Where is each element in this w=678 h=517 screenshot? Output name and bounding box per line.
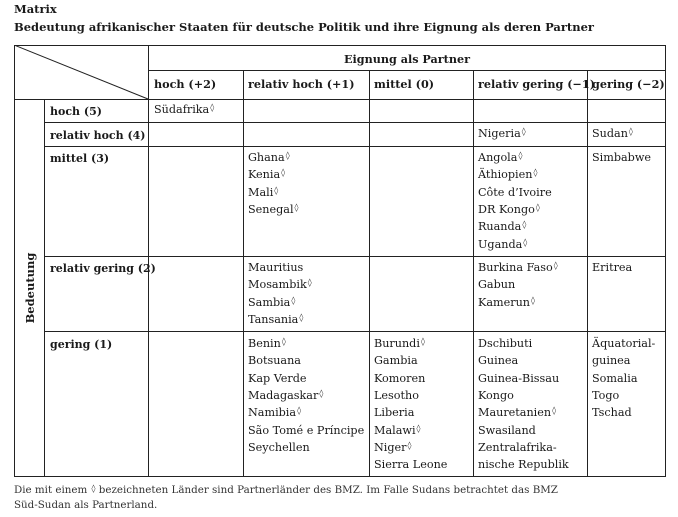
country-entry bbox=[248, 166, 285, 183]
table-label: Matrix bbox=[14, 2, 57, 16]
partner-marker-icon: ◊ bbox=[210, 103, 215, 112]
country-name: Eritrea bbox=[592, 261, 633, 274]
row-header-mittel: mittel (3) bbox=[50, 152, 110, 165]
col-header-relativ-gering: relativ gering (−1) bbox=[478, 77, 596, 91]
country-name: Burkina Faso bbox=[478, 261, 553, 274]
grid-line-col2 bbox=[243, 70, 244, 477]
col-header-gering: gering (−2) bbox=[592, 77, 665, 91]
country-name: Benin bbox=[248, 337, 281, 350]
country-entry bbox=[374, 335, 425, 352]
country-entry bbox=[592, 387, 619, 404]
country-entry bbox=[478, 125, 526, 142]
country-entry bbox=[592, 370, 638, 387]
corner-diagonal bbox=[14, 45, 149, 100]
country-entry bbox=[374, 422, 420, 439]
partner-marker-icon: ◊ bbox=[281, 337, 286, 346]
country-name: Kenia bbox=[248, 168, 281, 182]
country-entry bbox=[248, 294, 295, 311]
country-name: Côte d’Ivoire bbox=[478, 185, 552, 199]
country-entry bbox=[592, 352, 630, 369]
country-name: Zentralafrika- bbox=[478, 440, 557, 454]
row-group-header-text: Bedeutung bbox=[23, 252, 37, 324]
country-entry bbox=[374, 404, 414, 421]
country-entry bbox=[374, 352, 418, 369]
footnote-text-a: Die mit einem bbox=[14, 484, 88, 496]
partner-marker-icon: ◊ bbox=[91, 484, 96, 493]
partner-marker-icon: ◊ bbox=[281, 168, 286, 178]
country-name: Ghana bbox=[248, 151, 285, 164]
country-entry bbox=[478, 456, 569, 473]
partner-marker-icon: ◊ bbox=[294, 202, 299, 212]
country-name: Kap Verde bbox=[248, 371, 307, 385]
partner-marker-icon: ◊ bbox=[553, 261, 558, 270]
footnote-text-line2: Süd-Sudan als Partnerland. bbox=[14, 499, 158, 511]
country-entry bbox=[478, 184, 552, 201]
country-entry bbox=[248, 387, 323, 404]
grid-line-col4 bbox=[473, 70, 474, 477]
country-entry bbox=[478, 201, 540, 218]
country-name: Niger bbox=[374, 440, 407, 454]
partner-marker-icon: ◊ bbox=[552, 406, 557, 416]
country-name: Gambia bbox=[374, 354, 418, 368]
country-name: Burundi bbox=[374, 337, 420, 350]
column-group-header: Eignung als Partner bbox=[344, 52, 470, 66]
grid-line-header bbox=[148, 70, 666, 71]
country-entry bbox=[374, 387, 419, 404]
country-entry bbox=[478, 422, 536, 439]
partner-marker-icon: ◊ bbox=[535, 202, 540, 212]
country-entry bbox=[478, 439, 557, 456]
country-name: Kongo bbox=[478, 388, 514, 402]
country-name: Guinea bbox=[478, 354, 519, 368]
footnote bbox=[14, 483, 664, 513]
partner-marker-icon: ◊ bbox=[518, 151, 523, 160]
partner-marker-icon: ◊ bbox=[285, 151, 290, 160]
country-name: DR Kongo bbox=[478, 202, 535, 216]
grid-line-col5 bbox=[587, 70, 588, 477]
country-name: Swasiland bbox=[478, 423, 536, 437]
country-name: guinea bbox=[592, 354, 631, 368]
partner-marker-icon: ◊ bbox=[523, 237, 528, 247]
country-entry bbox=[478, 370, 559, 387]
partner-marker-icon: ◊ bbox=[307, 278, 312, 288]
country-entry bbox=[248, 276, 312, 293]
country-entry bbox=[248, 439, 310, 456]
country-name: Malawi bbox=[374, 423, 416, 437]
table-title: Bedeutung afrikanischer Staaten für deutsche Politik und ihre Eignung als deren Partner bbox=[14, 20, 594, 34]
country-entry bbox=[248, 335, 286, 352]
country-name: Dschibuti bbox=[478, 337, 533, 350]
country-entry bbox=[478, 149, 522, 166]
country-entry bbox=[592, 335, 655, 352]
country-entry bbox=[592, 125, 633, 142]
country-entry bbox=[592, 259, 632, 276]
partner-marker-icon: ◊ bbox=[521, 127, 526, 136]
country-name: Sambia bbox=[248, 295, 291, 309]
country-entry bbox=[592, 149, 651, 166]
country-entry bbox=[478, 236, 527, 253]
country-name: Mauretanien bbox=[478, 406, 552, 420]
country-name: Guinea-Bissau bbox=[478, 371, 560, 385]
partner-marker-icon: ◊ bbox=[274, 185, 279, 195]
country-entry bbox=[374, 456, 447, 473]
country-name: Äthiopien bbox=[478, 168, 533, 182]
partner-marker-icon: ◊ bbox=[522, 220, 527, 230]
country-name: Sudan bbox=[592, 127, 628, 140]
country-entry bbox=[478, 218, 526, 235]
country-entry bbox=[478, 294, 535, 311]
country-entry bbox=[374, 370, 425, 387]
row-group-header bbox=[16, 100, 44, 476]
country-name: Nigeria bbox=[478, 127, 521, 140]
row-header-relativ-hoch: relativ hoch (4) bbox=[50, 129, 146, 142]
country-name: Mauritius bbox=[248, 261, 304, 274]
partner-marker-icon: ◊ bbox=[531, 295, 535, 305]
partner-marker-icon: ◊ bbox=[628, 127, 633, 136]
country-entry bbox=[248, 259, 303, 276]
country-entry bbox=[248, 352, 301, 369]
country-name: Äquatorial- bbox=[592, 337, 656, 350]
country-name: Tansania bbox=[248, 312, 299, 326]
country-entry bbox=[248, 149, 290, 166]
country-entry bbox=[478, 352, 518, 369]
country-name: Mali bbox=[248, 185, 274, 199]
country-entry bbox=[478, 166, 537, 183]
country-entry bbox=[248, 184, 278, 201]
country-name: Seychellen bbox=[248, 440, 310, 454]
grid-line-row3 bbox=[44, 256, 666, 257]
partner-marker-icon: ◊ bbox=[319, 388, 324, 398]
col-header-relativ-hoch: relativ hoch (+1) bbox=[248, 77, 355, 91]
country-name: nische Republik bbox=[478, 458, 569, 472]
partner-marker-icon: ◊ bbox=[416, 423, 421, 433]
country-entry bbox=[248, 404, 301, 421]
partner-marker-icon: ◊ bbox=[533, 168, 538, 178]
grid-line-row4 bbox=[44, 331, 666, 332]
country-entry bbox=[478, 259, 558, 276]
grid-line-side bbox=[44, 99, 45, 477]
country-name: Senegal bbox=[248, 202, 294, 216]
country-name: Angola bbox=[478, 151, 518, 164]
country-name: Komoren bbox=[374, 371, 426, 385]
footnote-text-b: bezeichneten Länder sind Partnerländer des BMZ. Im Falle Sudans betrachtet das BMZ bbox=[98, 484, 558, 496]
partner-marker-icon: ◊ bbox=[291, 295, 296, 305]
partner-marker-icon: ◊ bbox=[299, 312, 304, 322]
country-name: Südafrika bbox=[154, 103, 210, 116]
country-name: Ruanda bbox=[478, 220, 522, 234]
col-header-hoch: hoch (+2) bbox=[154, 77, 217, 91]
country-name: Simbabwe bbox=[592, 151, 652, 164]
country-name: Namibia bbox=[248, 406, 297, 420]
country-name: Liberia bbox=[374, 406, 415, 420]
row-header-relativ-gering: relativ gering (2) bbox=[50, 262, 156, 275]
country-name: Madagaskar bbox=[248, 388, 319, 402]
country-entry bbox=[592, 404, 632, 421]
partner-marker-icon: ◊ bbox=[407, 440, 412, 450]
country-entry bbox=[248, 201, 298, 218]
row-header-gering: gering (1) bbox=[50, 338, 113, 351]
country-entry bbox=[478, 276, 515, 293]
country-name: Sierra Leone bbox=[374, 458, 448, 472]
country-name: Gabun bbox=[478, 278, 516, 292]
country-name: Tschad bbox=[592, 406, 632, 420]
country-name: Kamerun bbox=[478, 295, 531, 309]
partner-marker-icon: ◊ bbox=[420, 337, 425, 346]
country-name: Lesotho bbox=[374, 388, 419, 402]
country-entry bbox=[154, 101, 214, 118]
grid-line-col3 bbox=[369, 70, 370, 477]
country-entry bbox=[478, 335, 532, 352]
partner-marker-icon: ◊ bbox=[297, 406, 302, 416]
country-name: São Tomé e Príncipe bbox=[248, 423, 365, 437]
country-entry bbox=[248, 370, 307, 387]
row-header-hoch: hoch (5) bbox=[50, 105, 102, 118]
country-entry bbox=[478, 404, 556, 421]
grid-line-row1 bbox=[44, 122, 666, 123]
grid-line-row2 bbox=[44, 146, 666, 147]
country-entry bbox=[248, 422, 364, 439]
country-name: Mosambik bbox=[248, 278, 307, 292]
country-entry bbox=[248, 311, 303, 328]
country-entry bbox=[478, 387, 514, 404]
country-name: Uganda bbox=[478, 237, 523, 251]
country-name: Togo bbox=[592, 388, 620, 402]
country-entry bbox=[374, 439, 411, 456]
country-name: Somalia bbox=[592, 371, 638, 385]
country-name: Botsuana bbox=[248, 354, 301, 368]
col-header-mittel: mittel (0) bbox=[374, 77, 435, 91]
